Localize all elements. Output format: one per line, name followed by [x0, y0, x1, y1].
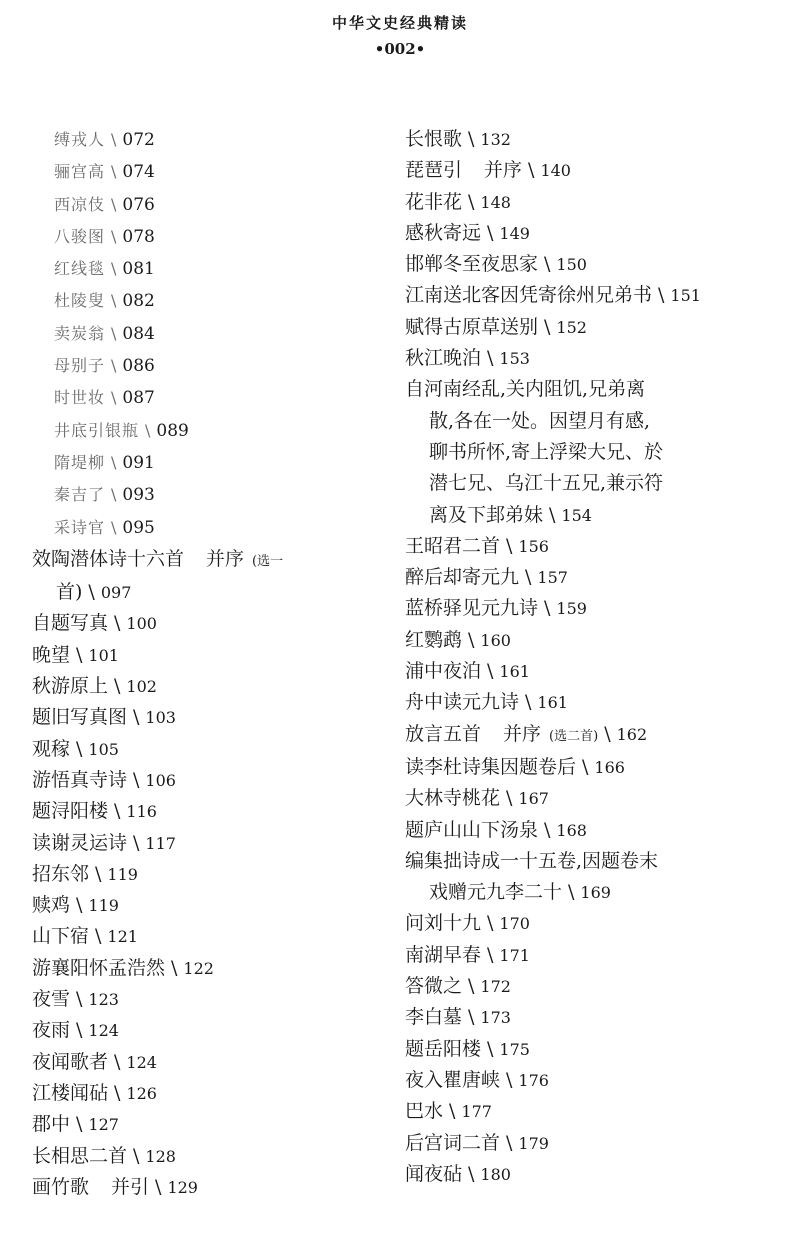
toc-entry-title: 秦吉了 — [54, 485, 106, 505]
toc-entry-page: 129 — [167, 1177, 198, 1197]
toc-entry — [32, 1172, 372, 1203]
toc-entry-title: 时世妆 — [54, 388, 106, 408]
separator: \ — [111, 452, 117, 472]
toc-entry-page: 078 — [122, 226, 155, 247]
separator: \ — [487, 347, 494, 370]
toc-entry-title: 浦中夜泊 — [405, 660, 482, 683]
toc-entry-page: 119 — [88, 896, 119, 916]
toc-entry-title: 西凉伎 — [54, 194, 106, 214]
separator: \ — [582, 755, 589, 778]
separator: \ — [528, 159, 535, 182]
separator: \ — [568, 881, 575, 904]
separator: \ — [133, 1144, 140, 1167]
toc-entry-title: 长恨歌 — [405, 128, 463, 150]
separator: \ — [506, 1068, 513, 1091]
toc-entry-title: 答微之 — [405, 975, 463, 998]
toc-entry-preface: 并序 — [484, 159, 523, 182]
toc-entry-title: 夜雨 — [32, 1019, 71, 1042]
toc-entry — [405, 468, 735, 499]
toc-entry-title: 骊宫高 — [54, 162, 106, 182]
toc-entry-title: 题庐山山下汤泉 — [405, 818, 539, 841]
separator: \ — [468, 1162, 475, 1185]
separator: \ — [468, 628, 475, 651]
toc-entry-title: 井底引银瓶 — [54, 420, 140, 440]
toc-entry — [405, 1034, 735, 1065]
separator: \ — [544, 818, 551, 841]
toc-entry-page: 177 — [461, 1102, 492, 1122]
toc-entry-title: 醉后却寄元九 — [405, 566, 520, 589]
toc-entry-note: (选二首) — [549, 728, 599, 744]
toc-entry-page: 172 — [480, 977, 511, 997]
toc-entry — [32, 350, 372, 382]
toc-entry-title: 戏赠元九李二十 — [429, 881, 563, 904]
separator: \ — [544, 315, 551, 338]
toc-entry-title: 感秋寄远 — [405, 221, 482, 244]
toc-entry-title: 邯郸冬至夜思家 — [405, 253, 539, 276]
separator: \ — [604, 722, 611, 745]
separator: \ — [111, 291, 117, 311]
toc-entry-page: 161 — [499, 662, 530, 682]
toc-entry-page: 150 — [556, 255, 587, 275]
toc-entry-title: 郡中 — [32, 1113, 71, 1136]
toc-entry-page: 169 — [580, 883, 611, 903]
toc-entry-page: 171 — [499, 945, 530, 965]
separator: \ — [506, 534, 513, 557]
toc-entry-page: 102 — [126, 677, 157, 697]
toc-entry — [405, 971, 735, 1002]
toc-entry — [405, 1128, 735, 1159]
toc-entry-page: 089 — [156, 420, 189, 441]
toc-entry-page: 084 — [122, 323, 155, 344]
toc-entry-title: 题岳阳楼 — [405, 1037, 482, 1060]
toc-entry — [405, 531, 735, 562]
toc-entry — [405, 783, 735, 814]
toc-entry — [32, 577, 372, 608]
toc-entry — [32, 382, 372, 414]
separator: \ — [145, 420, 151, 440]
toc-entry-page: 167 — [518, 789, 549, 809]
toc-entry — [405, 500, 735, 531]
separator: \ — [76, 1113, 83, 1136]
toc-entry — [405, 374, 735, 405]
toc-entry-page: 161 — [537, 693, 568, 713]
toc-entry — [32, 124, 372, 156]
toc-entry-title: 潜七兄、乌江十五兄,兼示符 — [429, 472, 664, 495]
toc-entry-title: 夜雪 — [32, 988, 71, 1011]
toc-entry-page: 148 — [480, 192, 511, 212]
toc-entry — [405, 625, 735, 656]
toc-entry — [32, 702, 372, 733]
toc-entry-title: 母别子 — [54, 356, 106, 376]
toc-entry-title: 琵琶引 — [405, 159, 463, 182]
toc-entry — [32, 1078, 372, 1109]
toc-entry-page: 157 — [537, 568, 568, 588]
toc-entry — [32, 1141, 372, 1172]
toc-entry — [405, 218, 735, 249]
separator: \ — [111, 485, 117, 505]
separator: \ — [468, 975, 475, 998]
toc-entry — [405, 312, 735, 343]
toc-entry — [405, 1096, 735, 1127]
toc-entry — [405, 343, 735, 374]
separator: \ — [111, 130, 117, 149]
toc-entry-title: 聊书所怀,寄上浮梁大兄、於 — [429, 440, 664, 463]
toc-entry — [405, 719, 735, 752]
separator: \ — [506, 1131, 513, 1154]
toc-entry-title: 卖炭翁 — [54, 323, 106, 343]
toc-entry-title: 闻夜砧 — [405, 1162, 463, 1185]
separator: \ — [449, 1100, 456, 1123]
toc-entry-page: 121 — [107, 927, 138, 947]
toc-entry-page: 173 — [480, 1008, 511, 1028]
toc-entry-page: 116 — [126, 802, 157, 822]
separator: \ — [525, 566, 532, 589]
separator: \ — [76, 737, 83, 760]
toc-entry-title: 花非花 — [405, 190, 463, 213]
separator: \ — [468, 128, 475, 150]
toc-entry — [32, 1047, 372, 1078]
separator: \ — [111, 356, 117, 376]
toc-entry-page: 168 — [556, 820, 587, 840]
toc-entry-page: 081 — [122, 259, 155, 280]
toc-entry-title: 夜闻歌者 — [32, 1050, 109, 1073]
separator: \ — [111, 194, 117, 214]
separator: \ — [525, 691, 532, 714]
toc-entry — [405, 437, 735, 468]
toc-entry-title: 问刘十九 — [405, 912, 482, 935]
separator: \ — [76, 988, 83, 1011]
toc-entry-page: 106 — [145, 770, 176, 790]
toc-entry-page: 072 — [122, 130, 155, 150]
toc-entry-title: 后宫词二首 — [405, 1131, 501, 1154]
toc-entry-page: 097 — [100, 583, 132, 603]
separator: \ — [114, 612, 121, 635]
toc-entry — [32, 640, 372, 671]
toc-entry-title: 晚望 — [32, 643, 71, 666]
toc-entry — [405, 406, 735, 437]
toc-entry-title: 自河南经乱,关内阻饥,兄弟离 — [405, 378, 646, 401]
toc-entry — [32, 156, 372, 188]
toc-entry-page: 126 — [126, 1083, 157, 1103]
toc-entry-title: 采诗官 — [54, 517, 106, 537]
toc-entry-page: 151 — [670, 286, 701, 306]
toc-entry — [405, 1002, 735, 1033]
toc-entry-page: 103 — [145, 708, 176, 728]
separator: \ — [114, 800, 121, 823]
toc-entry — [405, 877, 735, 908]
toc-entry — [32, 1109, 372, 1140]
toc-entry — [405, 815, 735, 846]
toc-entry-title: 江楼闻砧 — [32, 1081, 109, 1104]
separator: \ — [111, 323, 117, 343]
toc-entry-page: 105 — [88, 739, 119, 759]
toc-entry — [405, 846, 735, 877]
series-title: 中华文史经典精读 — [331, 14, 468, 32]
separator: \ — [76, 894, 83, 917]
toc-entry-title: 观稼 — [32, 737, 71, 760]
separator: \ — [114, 1050, 121, 1073]
toc-entry-page: 159 — [556, 599, 587, 619]
toc-entry-title: 题浔阳楼 — [32, 800, 109, 823]
toc-entry — [405, 562, 735, 593]
toc-entry-page: 086 — [122, 356, 155, 377]
toc-entry-page: 082 — [122, 291, 155, 312]
separator: \ — [95, 925, 102, 948]
toc-entry — [405, 249, 735, 280]
toc-entry — [405, 656, 735, 687]
toc-entry — [405, 187, 735, 218]
separator: \ — [468, 1006, 475, 1029]
toc-entry-title: 自题写真 — [32, 612, 109, 635]
toc-entry-title: 李白墓 — [405, 1006, 463, 1029]
separator: \ — [544, 253, 551, 276]
toc-entry — [32, 318, 372, 350]
toc-entry-page: 166 — [594, 757, 625, 777]
toc-entry — [405, 908, 735, 939]
toc-entry — [405, 280, 735, 311]
toc-entry-title: 红鹦鹉 — [405, 628, 463, 651]
toc-entry-title: 长相思二首 — [32, 1144, 128, 1167]
toc-entry-title: 读李杜诗集因题卷后 — [405, 755, 577, 778]
separator: \ — [487, 1037, 494, 1060]
toc-entry — [32, 447, 372, 479]
separator: \ — [544, 597, 551, 620]
toc-entry-title: 赋得古原草送别 — [405, 315, 539, 338]
toc-entry-title: 游襄阳怀孟浩然 — [32, 956, 166, 979]
toc-entry-title: 放言五首 — [405, 722, 482, 745]
toc-entry-note: (选一 — [252, 553, 284, 569]
toc-entry-title: 画竹歌 — [32, 1175, 90, 1198]
separator: \ — [487, 660, 494, 683]
toc-entry — [32, 828, 372, 859]
separator: \ — [155, 1175, 162, 1198]
toc-entry-title: 离及下邽弟妹 — [429, 503, 544, 526]
separator: \ — [171, 956, 178, 979]
toc-entry-title: 红线毯 — [54, 259, 106, 279]
separator: \ — [133, 768, 140, 791]
toc-entry-title: 读谢灵运诗 — [32, 831, 128, 854]
toc-entry — [32, 953, 372, 984]
toc-entry-page: 154 — [561, 505, 592, 525]
toc-entry-title: 杜陵叟 — [54, 291, 106, 311]
toc-entry — [405, 752, 735, 783]
toc-entry — [405, 1159, 735, 1190]
toc-entry-page: 149 — [499, 223, 530, 243]
toc-entry-page: 091 — [122, 452, 155, 473]
separator: \ — [468, 190, 475, 213]
toc-entry-title: 王昭君二首 — [405, 534, 501, 557]
toc-entry-title: 赎鸡 — [32, 894, 71, 917]
toc-entry — [405, 940, 735, 971]
toc-entry-page: 127 — [88, 1115, 119, 1135]
toc-entry-title: 巴水 — [405, 1100, 444, 1123]
toc-entry — [32, 415, 372, 447]
toc-entry-title: 编集拙诗成一十五卷,因题卷末 — [405, 849, 659, 872]
toc-entry — [32, 512, 372, 544]
toc-entry-preface: 并引 — [111, 1175, 150, 1198]
toc-entry-title: 缚戎人 — [54, 130, 106, 149]
toc-entry — [32, 921, 372, 952]
toc-entry-title: 山下宿 — [32, 925, 90, 948]
toc-entry-page: 123 — [88, 990, 119, 1010]
toc-entry — [32, 544, 372, 577]
toc-entry-title: 散,各在一处。因望月有感, — [429, 409, 651, 432]
toc-entry-title: 题旧写真图 — [32, 706, 128, 729]
toc-entry-title: 秋江晚泊 — [405, 347, 482, 370]
toc-entry-page: 170 — [499, 914, 530, 934]
toc-entry-page: 119 — [107, 864, 138, 884]
toc-entry-page: 076 — [122, 194, 155, 215]
separator: \ — [133, 831, 140, 854]
toc-entry — [32, 765, 372, 796]
toc-entry-title: 舟中读元九诗 — [405, 691, 520, 714]
toc-entry — [32, 189, 372, 221]
toc-entry-title: 蓝桥驿见元九诗 — [405, 597, 539, 620]
toc-entry — [32, 734, 372, 765]
toc-entry-page: 124 — [126, 1052, 157, 1072]
toc-entry-title: 隋堤柳 — [54, 452, 106, 472]
toc-entry — [32, 890, 372, 921]
toc-entry-page: 152 — [556, 317, 587, 337]
toc-entry-page: 156 — [518, 536, 549, 556]
toc-entry-page: 179 — [518, 1133, 549, 1153]
separator: \ — [658, 284, 665, 307]
toc-entry — [32, 253, 372, 285]
toc-entry-page: 101 — [88, 645, 119, 665]
toc-entry-title: 大林寺桃花 — [405, 787, 501, 810]
toc-entry — [405, 593, 735, 624]
separator: \ — [133, 706, 140, 729]
separator: \ — [487, 943, 494, 966]
toc-entry-page: 153 — [499, 349, 530, 369]
separator: \ — [111, 517, 117, 537]
separator: \ — [111, 162, 117, 182]
toc-entry-page: 100 — [126, 614, 157, 634]
toc-entry-title: 八骏图 — [54, 226, 106, 246]
toc-entry — [405, 124, 735, 155]
toc-entry-page: 117 — [145, 833, 176, 853]
toc-entry — [32, 285, 372, 317]
toc-entry-title: 秋游原上 — [32, 675, 109, 698]
separator: \ — [487, 912, 494, 935]
toc-entry-page: 180 — [480, 1164, 511, 1184]
toc-entry-title: 江南送北客因凭寄徐州兄弟书 — [405, 284, 653, 307]
toc-entry — [32, 984, 372, 1015]
toc-entry-page: 087 — [122, 388, 155, 409]
toc-entry-title: 夜入瞿唐峡 — [405, 1068, 501, 1091]
toc-entry-page: 175 — [499, 1039, 530, 1059]
separator: \ — [88, 581, 95, 604]
toc-entry-title: 南湖早春 — [405, 943, 482, 966]
toc-entry-title: 首) — [56, 581, 83, 604]
toc-entry-page: 160 — [480, 630, 511, 650]
toc-entry — [32, 671, 372, 702]
toc-entry-page: 162 — [616, 724, 648, 744]
page-number: •002• — [374, 40, 426, 58]
toc-entry-preface: 并序 — [206, 547, 245, 570]
toc-right-column — [405, 124, 735, 1190]
separator: \ — [111, 226, 117, 246]
toc-entry — [32, 859, 372, 890]
toc-entry-page: 128 — [145, 1146, 176, 1166]
toc-entry — [405, 687, 735, 718]
toc-entry — [32, 608, 372, 639]
separator: \ — [111, 388, 117, 408]
toc-entry-page: 095 — [122, 517, 155, 538]
toc-entry-preface: 并序 — [503, 722, 542, 745]
separator: \ — [76, 643, 83, 666]
toc-entry — [405, 155, 735, 186]
toc-entry — [32, 479, 372, 511]
toc-entry-page: 176 — [518, 1070, 549, 1090]
toc-entry-title: 招东邻 — [32, 862, 90, 885]
toc-entry-page: 093 — [122, 485, 155, 506]
separator: \ — [95, 862, 102, 885]
separator: \ — [549, 503, 556, 526]
toc-entry-page: 122 — [183, 958, 214, 978]
toc-entry-page: 132 — [480, 130, 511, 149]
toc-entry — [32, 796, 372, 827]
toc-entry — [32, 1015, 372, 1046]
toc-entry — [405, 1065, 735, 1096]
toc-entry — [32, 221, 372, 253]
toc-entry-title: 游悟真寺诗 — [32, 768, 128, 791]
separator: \ — [114, 1081, 121, 1104]
separator: \ — [506, 787, 513, 810]
toc-left-column — [32, 124, 372, 1203]
toc-entry-title: 效陶潜体诗十六首 — [32, 547, 185, 570]
toc-entry-page: 124 — [88, 1021, 119, 1041]
separator: \ — [487, 221, 494, 244]
toc-entry-page: 140 — [540, 161, 571, 181]
separator: \ — [114, 675, 121, 698]
separator: \ — [76, 1019, 83, 1042]
toc-entry-page: 074 — [122, 162, 155, 183]
separator: \ — [111, 259, 117, 279]
